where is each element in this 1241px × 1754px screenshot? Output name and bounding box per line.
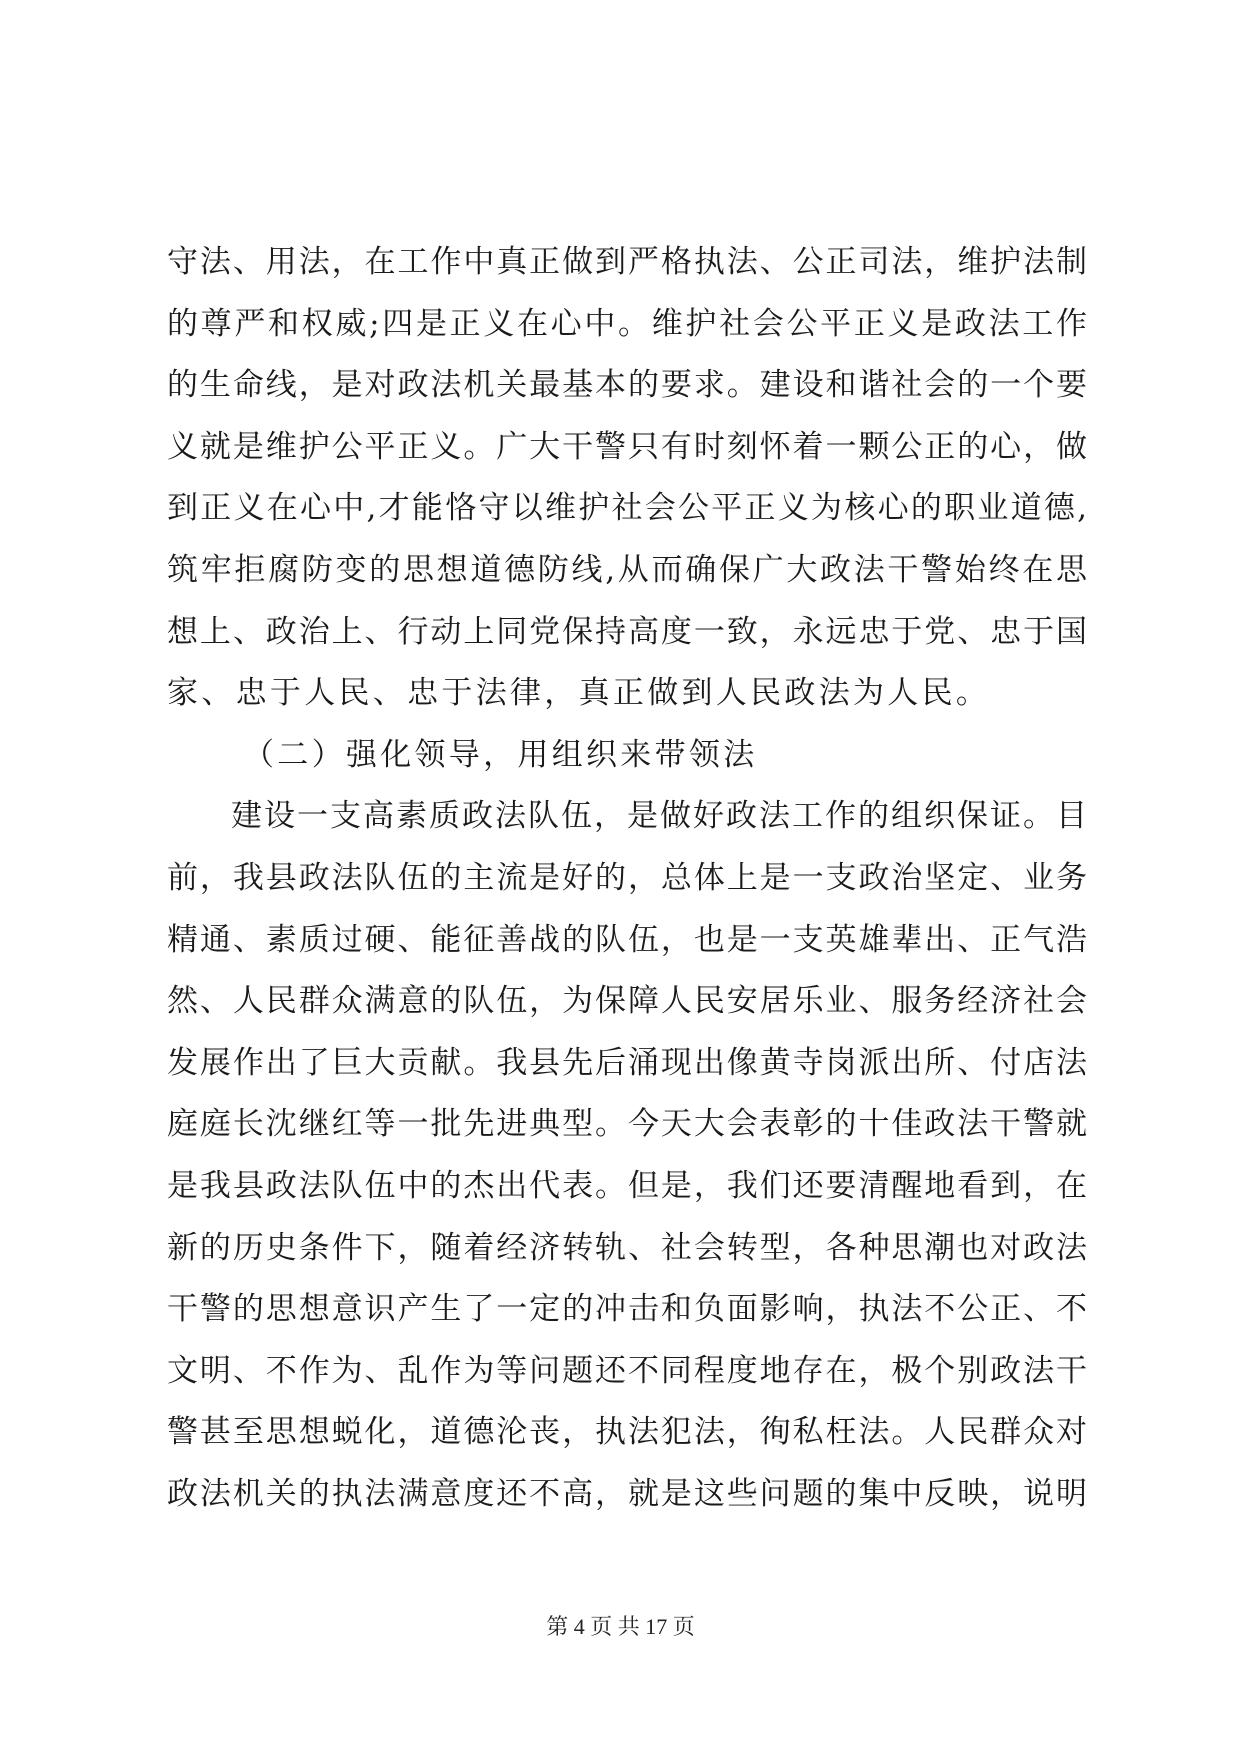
paragraph-line: 警甚至思想蜕化，道德沦丧，执法犯法，徇私枉法。人民群众对 xyxy=(167,1414,1087,1451)
body-text xyxy=(167,232,1087,1525)
paragraph-line: 到正义在心中,才能恪守以维护社会公平正义为核心的职业道德, xyxy=(167,490,1087,527)
page-number-footer: 第 4 页 共 17 页 xyxy=(546,1614,695,1639)
paragraph-line: 的尊严和权威;四是正义在心中。维护社会公平正义是政法工作 xyxy=(167,305,1087,342)
paragraph-line: 筑牢拒腐防变的思想道德防线,从而确保广大政法干警始终在思 xyxy=(167,551,1087,588)
paragraph-line: 义就是维护公平正义。广大干警只有时刻怀着一颗公正的心，做 xyxy=(167,428,1087,465)
paragraph-line: 发展作出了巨大贡献。我县先后涌现出像黄寺岗派出所、付店法 xyxy=(167,1044,1087,1081)
paragraph-line: 文明、不作为、乱作为等问题还不同程度地存在，极个别政法干 xyxy=(167,1352,1087,1389)
paragraph-line: 精通、素质过硬、能征善战的队伍，也是一支英雄辈出、正气浩 xyxy=(167,921,1087,958)
paragraph-line: 干警的思想意识产生了一定的冲击和负面影响，执法不公正、不 xyxy=(167,1291,1087,1328)
paragraph-line: 是我县政法队伍中的杰出代表。但是，我们还要清醒地看到，在 xyxy=(167,1167,1087,1204)
paragraph-line: 庭庭长沈继红等一批先进典型。今天大会表彰的十佳政法干警就 xyxy=(167,1106,1087,1143)
paragraph-line: 新的历史条件下，随着经济转轨、社会转型，各种思潮也对政法 xyxy=(167,1229,1087,1266)
section-heading: （二）强化领导，用组织来带领法 xyxy=(243,736,758,773)
paragraph-line: 家、忠于人民、忠于法律，真正做到人民政法为人民。 xyxy=(167,675,991,712)
paragraph-line: 前，我县政法队伍的主流是好的，总体上是一支政治坚定、业务 xyxy=(167,859,1087,896)
paragraph-line: 政法机关的执法满意度还不高，就是这些问题的集中反映，说明 xyxy=(167,1475,1087,1512)
paragraph-line: 然、人民群众满意的队伍，为保障人民安居乐业、服务经济社会 xyxy=(167,983,1087,1020)
paragraph-line: 建设一支高素质政法队伍，是做好政法工作的组织保证。目 xyxy=(231,798,1087,835)
paragraph-line: 想上、政治上、行动上同党保持高度一致，永远忠于党、忠于国 xyxy=(167,613,1087,650)
paragraph-line: 的生命线，是对政法机关最基本的要求。建设和谐社会的一个要 xyxy=(167,367,1087,404)
paragraph-line: 守法、用法，在工作中真正做到严格执法、公正司法，维护法制 xyxy=(167,244,1087,280)
